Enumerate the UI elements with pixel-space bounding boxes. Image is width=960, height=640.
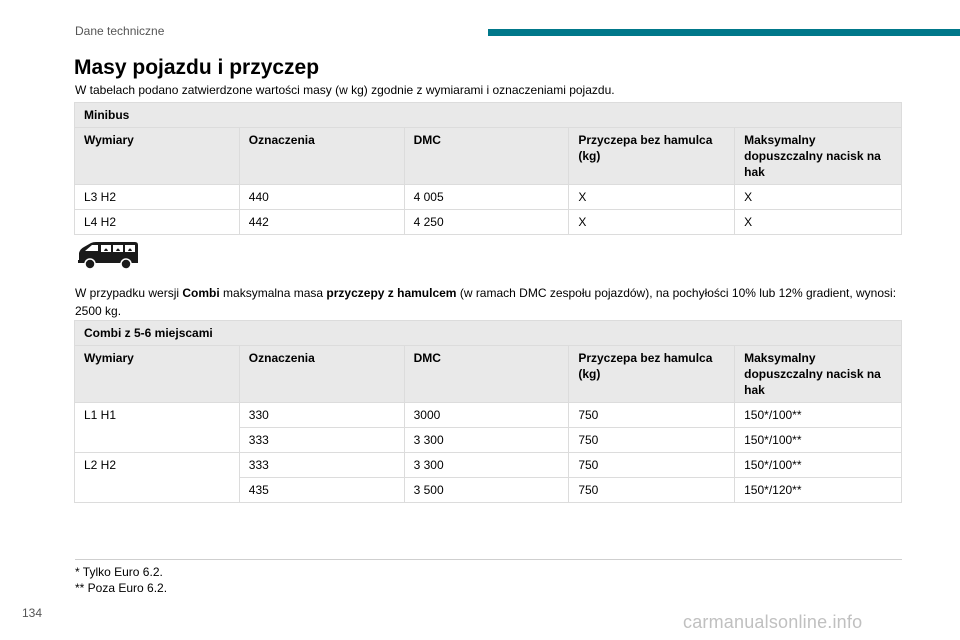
table-cell: 3 500	[404, 478, 569, 503]
table-cell: X	[735, 210, 902, 235]
table-cell: 440	[239, 185, 404, 210]
table-cell: 330	[239, 403, 404, 428]
table-cell: L1 H1	[75, 403, 240, 428]
table-cell: 3000	[404, 403, 569, 428]
table-row	[75, 185, 902, 210]
table-cell: 750	[569, 403, 735, 428]
combi-table	[74, 320, 902, 503]
table-row	[75, 453, 902, 478]
table-cell-empty	[75, 478, 240, 503]
table-cell: 150*/100**	[735, 428, 902, 453]
table-row	[75, 428, 902, 453]
table-cell: 4 005	[404, 185, 569, 210]
minibus-icon	[77, 240, 139, 270]
note-text: (w ramach DMC zespołu pojazdów), na pochyłości 10% lub 12% gradient, wynosi: 2500 kg.	[75, 286, 897, 318]
table-cell: 435	[239, 478, 404, 503]
table-cell: 150*/100**	[735, 453, 902, 478]
section-header: Dane techniczne	[75, 24, 165, 38]
table-cell: X	[569, 210, 735, 235]
table-cell: 150*/100**	[735, 403, 902, 428]
column-header: Przyczepa bez hamulca (kg)	[569, 346, 735, 403]
table-cell: 3 300	[404, 453, 569, 478]
column-header: Maksymalny dopuszczalny nacisk na hak	[735, 128, 902, 185]
table-cell: 333	[239, 428, 404, 453]
column-header: DMC	[404, 128, 569, 185]
table-cell: 3 300	[404, 428, 569, 453]
footnote-divider	[75, 559, 902, 560]
table-cell: 333	[239, 453, 404, 478]
table-cell: 750	[569, 453, 735, 478]
column-header: DMC	[404, 346, 569, 403]
note-text: maksymalna masa	[219, 286, 327, 300]
table-row	[75, 403, 902, 428]
table-cell: 750	[569, 478, 735, 503]
note-bold: przyczepy z hamulcem	[326, 286, 457, 300]
table-cell: 150*/120**	[735, 478, 902, 503]
note-text: W przypadku wersji	[75, 286, 183, 300]
combi-note	[75, 284, 905, 320]
table-cell: 750	[569, 428, 735, 453]
table-cell: X	[569, 185, 735, 210]
table-caption: Combi z 5-6 miejscami	[75, 321, 902, 346]
column-header: Wymiary	[75, 128, 240, 185]
page-title: Masy pojazdu i przyczep	[74, 56, 320, 79]
note-bold: Combi	[182, 286, 220, 300]
column-header: Maksymalny dopuszczalny nacisk na hak	[735, 346, 902, 403]
footnote: ** Poza Euro 6.2.	[75, 581, 168, 595]
column-header: Wymiary	[75, 346, 240, 403]
table-row	[75, 210, 902, 235]
minibus-table	[74, 102, 902, 235]
table-caption: Minibus	[75, 103, 902, 128]
column-header: Oznaczenia	[239, 346, 404, 403]
table-row	[75, 478, 902, 503]
table-cell: L2 H2	[75, 453, 240, 478]
table-cell: X	[735, 185, 902, 210]
header-accent-bar	[488, 29, 960, 36]
footnote: * Tylko Euro 6.2.	[75, 565, 163, 579]
table-cell: 4 250	[404, 210, 569, 235]
page-number: 134	[22, 606, 43, 620]
column-header: Oznaczenia	[239, 128, 404, 185]
table-cell: 442	[239, 210, 404, 235]
table-cell: L3 H2	[75, 185, 240, 210]
intro-text: W tabelach podano zatwierdzone wartości masy (w kg) zgodnie z wymiarami i oznaczeniami pojazdu.	[75, 83, 615, 97]
table-cell: L4 H2	[75, 210, 240, 235]
table-cell-empty	[75, 428, 240, 453]
watermark: carmanualsonline.info	[683, 612, 863, 632]
column-header: Przyczepa bez hamulca (kg)	[569, 128, 735, 185]
